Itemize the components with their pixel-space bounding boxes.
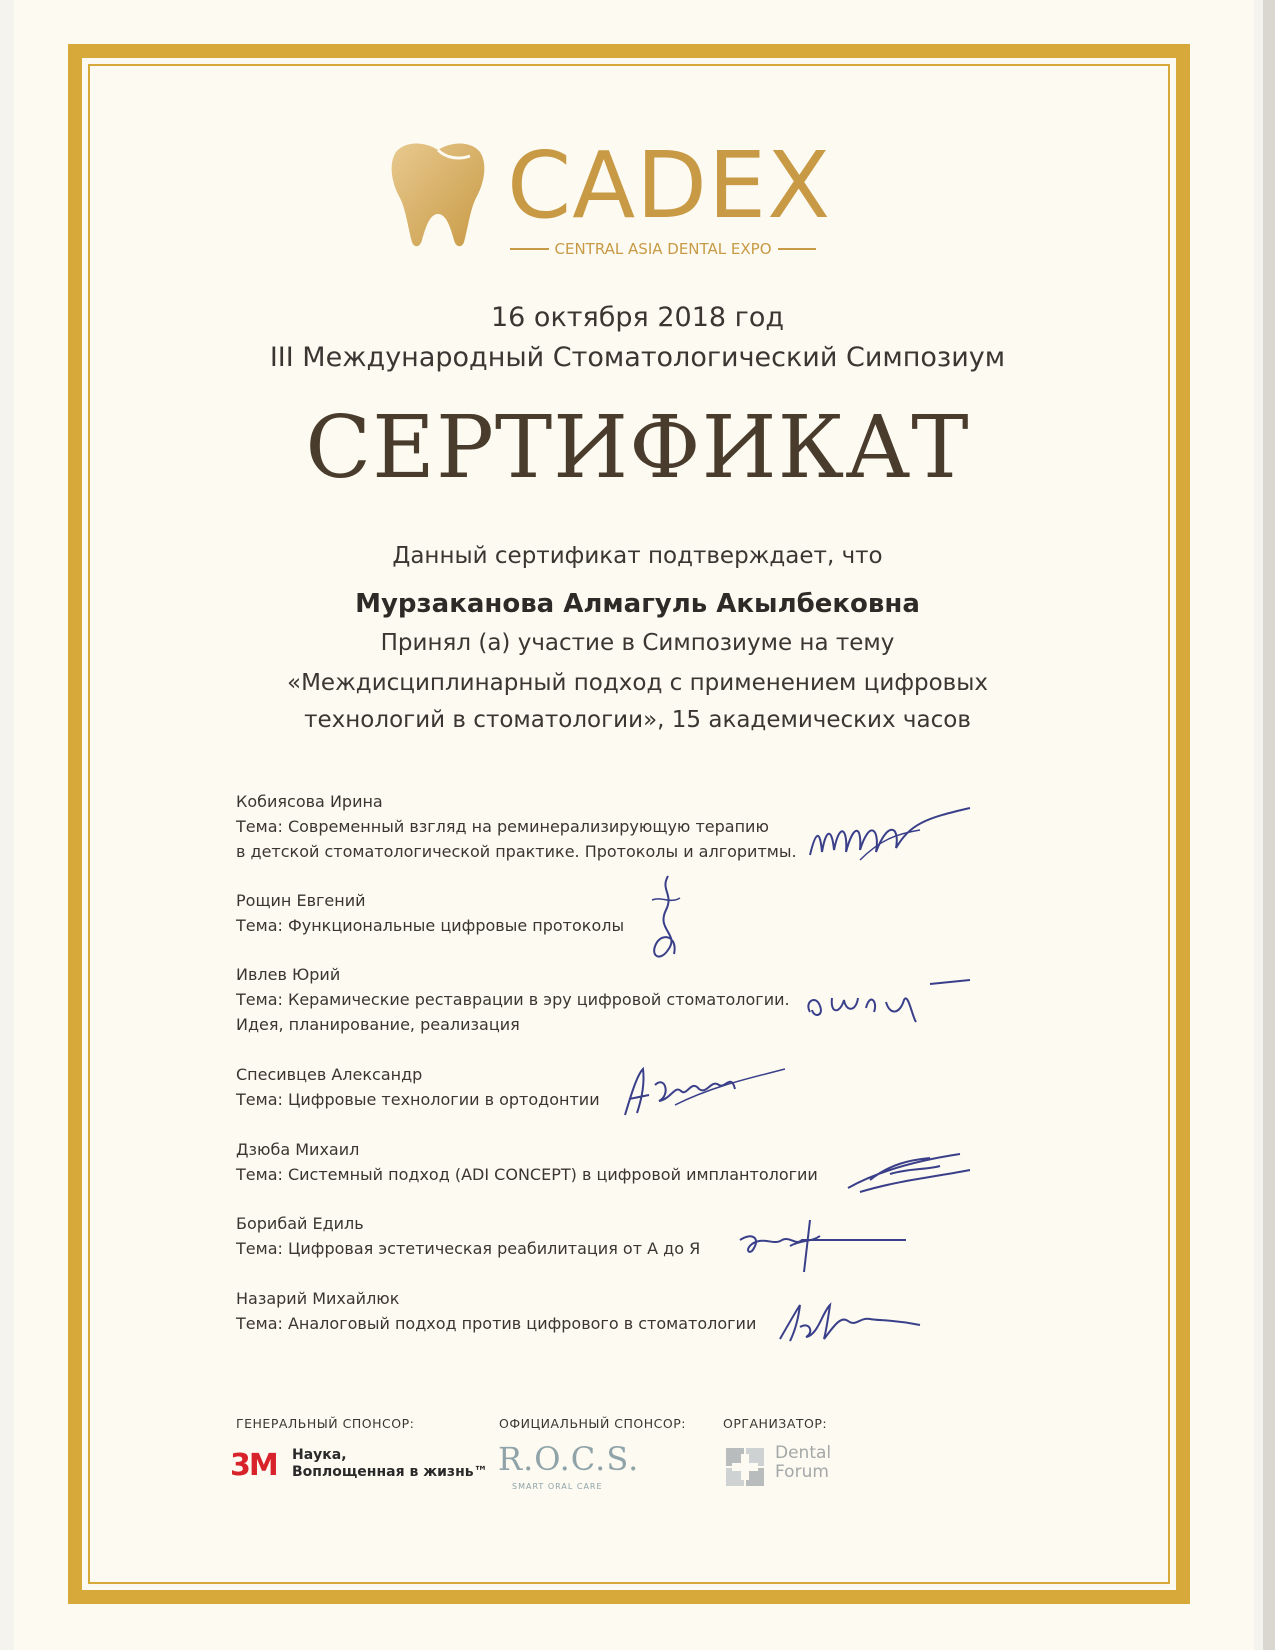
speaker-block bbox=[236, 1211, 700, 1261]
speaker-topic: Тема: Аналоговый подход против цифрового в стоматологии bbox=[236, 1314, 757, 1333]
speaker-name: Спесивцев Александр bbox=[236, 1065, 423, 1084]
speaker-block bbox=[236, 888, 624, 938]
logo-subtitle bbox=[510, 240, 816, 258]
signature bbox=[840, 1140, 980, 1200]
speaker-name: Борибай Едиль bbox=[236, 1214, 364, 1233]
organizer-label: ОРГАНИЗАТОР: bbox=[723, 1416, 828, 1431]
signature bbox=[770, 1295, 930, 1355]
confirm-text: Данный сертификат подтверждает, что bbox=[392, 543, 883, 569]
speaker-block bbox=[236, 1062, 600, 1112]
general-sponsor-label: ГЕНЕРАЛЬНЫЙ СПОНСОР: bbox=[236, 1416, 415, 1431]
signature bbox=[730, 1210, 910, 1280]
tooth-icon bbox=[386, 138, 490, 250]
dental-forum-logo bbox=[775, 1444, 831, 1482]
logo-wordmark: CADEX bbox=[507, 132, 832, 239]
participation-text: Принял (а) участие в Симпозиуме на тему bbox=[380, 630, 895, 656]
speaker-block bbox=[236, 962, 790, 1037]
rocs-logo: R.O.C.S. bbox=[498, 1440, 640, 1478]
speaker-topic: Идея, планирование, реализация bbox=[236, 1015, 520, 1034]
speaker-block bbox=[236, 789, 797, 864]
speaker-name: Рощин Евгений bbox=[236, 891, 366, 910]
speaker-topic: Тема: Функциональные цифровые протоколы bbox=[236, 916, 625, 935]
speaker-topic: Тема: Цифровая эстетическая реабилитация от А до Я bbox=[236, 1239, 701, 1258]
event-name: III Международный Стоматологический Симпозиум bbox=[269, 342, 1006, 373]
topic-line-2: технологий в стоматологии», 15 академических часов bbox=[304, 707, 971, 733]
logo-subtitle-text: CENTRAL ASIA DENTAL EXPO bbox=[554, 240, 772, 258]
speaker-name: Ивлев Юрий bbox=[236, 965, 341, 984]
speaker-block bbox=[236, 1137, 818, 1187]
3m-tagline bbox=[292, 1447, 488, 1481]
dental-forum-icon bbox=[724, 1446, 766, 1488]
rocs-tagline: SMART ORAL CARE bbox=[512, 1482, 603, 1491]
signature bbox=[615, 1055, 795, 1125]
official-sponsor-label: ОФИЦИАЛЬНЫЙ СПОНСОР: bbox=[499, 1416, 686, 1431]
signature bbox=[800, 800, 980, 870]
dental-forum-line-2: Forum bbox=[775, 1462, 829, 1482]
3m-tagline-line-2: Воплощенная в жизнь™ bbox=[292, 1464, 488, 1480]
3m-logo: 3M bbox=[230, 1448, 277, 1483]
dental-forum-line-1: Dental bbox=[775, 1443, 832, 1463]
speaker-topic: Тема: Цифровые технологии в ортодонтии bbox=[236, 1090, 600, 1109]
scan-edge bbox=[1263, 0, 1275, 1650]
speaker-block bbox=[236, 1286, 756, 1336]
speaker-name: Кобиясова Ирина bbox=[236, 792, 383, 811]
signature bbox=[800, 972, 980, 1032]
speaker-topic: в детской стоматологической практике. Протоколы и алгоритмы. bbox=[236, 842, 797, 861]
signature bbox=[640, 870, 700, 970]
speaker-name: Назарий Михайлюк bbox=[236, 1289, 400, 1308]
certificate-title: СЕРТИФИКАТ bbox=[305, 398, 970, 498]
3m-tagline-line-1: Наука, bbox=[292, 1447, 347, 1463]
speaker-topic: Тема: Системный подход (ADI CONCEPT) в цифровой имплантологии bbox=[236, 1165, 818, 1184]
speaker-topic: Тема: Современный взгляд на реминерализирующую терапию bbox=[236, 817, 769, 836]
topic-line-1: «Междисциплинарный подход с применением цифровых bbox=[287, 670, 988, 696]
recipient-name: Мурзаканова Алмагуль Акылбековна bbox=[355, 589, 920, 619]
event-date: 16 октября 2018 год bbox=[490, 302, 785, 333]
speaker-topic: Тема: Керамические реставрации в эру цифровой стоматологии. bbox=[236, 990, 790, 1009]
speaker-name: Дзюба Михаил bbox=[236, 1140, 360, 1159]
